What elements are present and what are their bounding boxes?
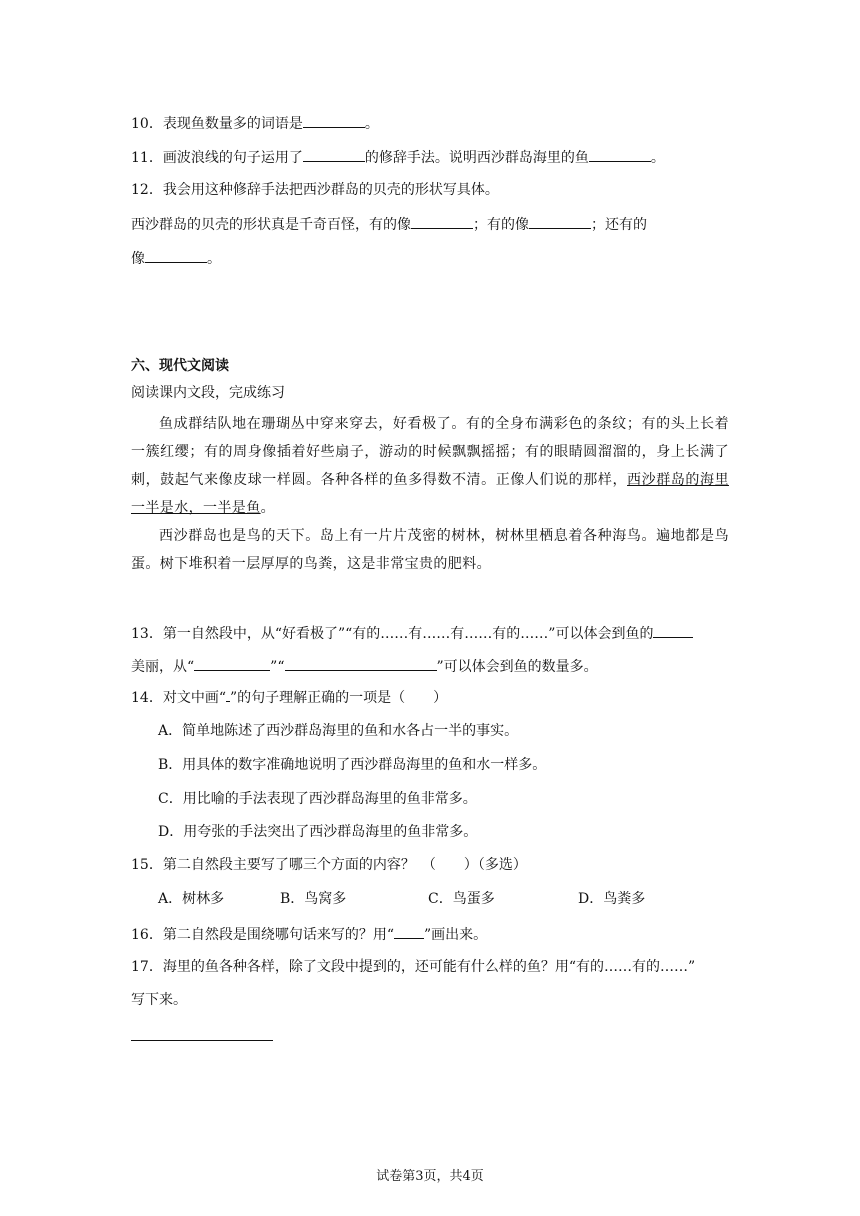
passage-paragraph-2: 西沙群岛也是鸟的天下。岛上有一片片茂密的树林，树林里栖息着各种海鸟。遍地都是鸟蛋。树下堆积着一层厚厚的鸟粪，这是非常宝贵的肥料。 xyxy=(131,528,729,572)
question-12 xyxy=(131,180,499,200)
question-text: ”“ xyxy=(270,659,285,675)
question-13-line-1 xyxy=(131,622,693,644)
question-17-line-2: 写下来。 xyxy=(131,992,187,1008)
question-text: 10．表现鱼数量多的词语是 xyxy=(131,116,303,132)
question-11 xyxy=(131,146,665,168)
option-a[interactable]: A．树林多 xyxy=(158,891,225,907)
option-d[interactable]: D．鸟粪多 xyxy=(578,891,646,907)
question-text: 13．第一自然段中，从“好看极了”“有的……有……有……有的……”可以体会到鱼的 xyxy=(131,626,654,642)
answer-blank[interactable] xyxy=(589,146,651,162)
question-14 xyxy=(131,688,447,708)
question-text: ；还有的 xyxy=(591,217,647,233)
question-text: ”画出来。 xyxy=(423,927,488,943)
question-text: ；有的像 xyxy=(473,217,529,233)
option-b[interactable]: B．用具体的数字准确地说明了西沙群岛海里的鱼和水一样多。 xyxy=(158,757,547,773)
question-text: 。 xyxy=(207,251,221,267)
answer-blank[interactable] xyxy=(529,213,591,229)
question-text: 美丽，从“ xyxy=(131,659,195,675)
question-12-line-1 xyxy=(131,213,647,235)
question-text: 12．我会用这种修辞手法把西沙群岛的贝壳的形状写具体。 xyxy=(131,182,499,198)
underlined-sentence: 西沙群岛的海里一半是水，一半是鱼 xyxy=(131,472,729,516)
answer-blank[interactable] xyxy=(303,112,365,128)
question-15: 15．第二自然段主要写了哪三个方面的内容？ （ ）（多选） xyxy=(131,857,527,873)
answer-blank[interactable] xyxy=(303,146,365,162)
underline-mark xyxy=(394,923,424,939)
option-c[interactable]: C．鸟蛋多 xyxy=(428,891,495,907)
answer-blank[interactable] xyxy=(411,213,473,229)
answer-blank[interactable] xyxy=(145,247,207,263)
question-17-line-1: 17．海里的鱼各种各样，除了文段中提到的，还可能有什么样的鱼？用“有的……有的……” xyxy=(131,959,696,975)
page-footer: 试卷第3页，共4页 xyxy=(376,1169,484,1184)
question-12-line-2 xyxy=(131,247,221,269)
question-text: 的修辞手法。说明西沙群岛海里的鱼 xyxy=(364,150,589,166)
question-text: 西沙群岛的贝壳的形状真是千奇百怪，有的像 xyxy=(131,217,411,233)
question-13-line-2 xyxy=(131,655,598,677)
passage-paragraph-1 xyxy=(131,410,729,522)
question-10 xyxy=(131,112,379,134)
question-text: 11．画波浪线的句子运用了 xyxy=(131,150,303,166)
reading-passage xyxy=(131,410,729,578)
option-a[interactable]: A．简单地陈述了西沙群岛海里的鱼和水各占一半的事实。 xyxy=(158,723,519,739)
option-d[interactable]: D．用夸张的手法突出了西沙群岛海里的鱼非常多。 xyxy=(158,824,478,840)
question-text: 。 xyxy=(650,150,665,166)
answer-blank[interactable] xyxy=(285,655,437,671)
option-c[interactable]: C．用比喻的手法表现了西沙群岛海里的鱼非常多。 xyxy=(158,791,477,807)
question-text: ”的句子理解正确的一项是（ ） xyxy=(229,690,448,706)
answer-blank[interactable] xyxy=(653,622,693,638)
question-16 xyxy=(131,923,487,945)
question-text: ”可以体会到鱼的数量多。 xyxy=(436,659,598,675)
passage-text: 鱼成群结队地在珊瑚丛中穿来穿去，好看极了。有的全身布满彩色的条纹；有的头上长着一簇红缨；有的周身像插着好些扇子，游动的时候飘飘摇摇；有的眼睛圆溜溜的，身上长满了刺，鼓起气来像皮球一样圆。各种各样的鱼多得数不清。正像人们说的那样， xyxy=(131,416,729,488)
question-text: 。 xyxy=(364,116,379,132)
section-heading: 六、现代文阅读 xyxy=(131,358,229,374)
option-b[interactable]: B．鸟窝多 xyxy=(280,891,347,907)
passage-text: 。 xyxy=(260,500,276,516)
question-text: 像 xyxy=(131,251,145,267)
section-instruction: 阅读课内文段，完成练习 xyxy=(131,385,285,401)
question-15-options xyxy=(158,889,645,909)
answer-blank[interactable] xyxy=(194,655,270,671)
question-text: 14．对文中画“ xyxy=(131,690,226,706)
answer-line[interactable] xyxy=(131,1040,273,1041)
question-text: 16．第二自然段是围绕哪句话来写的？用“ xyxy=(131,927,394,943)
